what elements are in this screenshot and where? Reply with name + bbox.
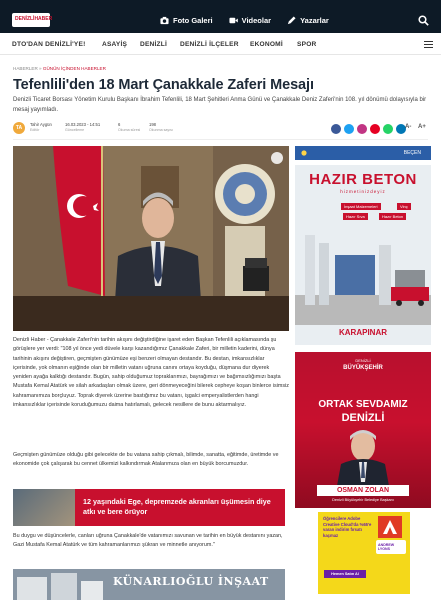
adobe-ad-text: Öğrencilere Adobe Creative Cloud'da %65'e varan indirim fırsatı kaçmaz [323, 516, 372, 538]
publish-date: 16.03.2023 - 14:51 [65, 122, 101, 127]
kunarlioglu-ad-text: KÜNARLIOĞLU İNŞAAT [113, 575, 269, 588]
nav-item-denizli[interactable]: DENİZLİ [140, 41, 168, 48]
hazir-beton-chip-1: İnşaat Malzemeleri [341, 203, 381, 210]
breadcrumb-haberler[interactable]: HABERLER [13, 66, 38, 71]
hamburger-menu-icon[interactable] [424, 41, 433, 48]
facebook-icon[interactable] [331, 124, 341, 134]
kunarlioglu-ad[interactable] [13, 569, 285, 600]
hazir-beton-title: HAZIR BETON [309, 171, 417, 188]
related-news-title: 12 yaşındaki Ege, depremzede akranları üşümesin diye atkı ve bere örüyor [83, 497, 271, 516]
buyuksehir-slogan-line-1: ORTAK SEVDAMIZ [318, 399, 408, 410]
mayor-role: Denizli Büyükşehir Belediye Başkanı [332, 498, 394, 502]
breadcrumb [13, 66, 106, 71]
publish-date-label: Güncelleme [65, 128, 85, 132]
pinterest-icon[interactable] [370, 124, 380, 134]
mayor-name: OSMAN ZOLAN [317, 485, 409, 496]
adobe-logo-icon [378, 516, 402, 538]
twitter-icon[interactable] [344, 124, 354, 134]
expand-photo-icon[interactable] [271, 152, 283, 164]
buyuksehir-city: DENİZLİ [355, 358, 371, 363]
views-value: 198 [149, 122, 156, 127]
article-summary: Denizli Ticaret Borsası Yönetim Kurulu Başkanı İbrahim Tefenlili, 18 Mart Şehitleri Anma Günü ve Çanakkale Deniz Zaferi'nin 108. yıl dönümü dolayısıyla bir mesaj yayımladı. [13, 97, 427, 113]
author-name[interactable]: Tahir Aygün [30, 122, 52, 127]
article-title: Tefenlili'den 18 Mart Çanakkale Zaferi Mesajı [13, 77, 314, 93]
read-time-info [118, 122, 140, 132]
sun-icon [300, 149, 308, 157]
pen-icon [287, 16, 296, 25]
date-info [65, 122, 100, 132]
camera-icon [160, 16, 169, 25]
share-buttons [331, 124, 406, 134]
top-links [160, 16, 329, 25]
site-logo[interactable] [12, 13, 53, 27]
adobe-ad[interactable] [318, 512, 410, 594]
adobe-ad-card-name: ANDREW LYONS [378, 543, 395, 552]
font-decrease-button[interactable]: A- [405, 124, 412, 130]
hazir-beton-chip-2: Vinç [397, 203, 411, 210]
buyuksehir-ad[interactable] [295, 352, 431, 508]
hazir-beton-ad[interactable] [295, 165, 431, 345]
main-nav [0, 33, 441, 55]
hazir-beton-subtitle: hizmetinizdeyiz [340, 189, 386, 194]
breadcrumb-category[interactable]: GÜNÜN İÇİNDEN HABERLER [42, 66, 106, 71]
views-label: Okunma sayısı [149, 128, 173, 132]
author-info [30, 122, 52, 132]
nav-item-spor[interactable]: SPOR [297, 41, 317, 48]
mayor-portrait [333, 424, 393, 486]
site-logo-text: DENİZLİHABER [15, 16, 53, 22]
photo-gallery-link[interactable] [160, 16, 213, 25]
top-bar [0, 0, 441, 33]
article-photo-illustration [13, 146, 289, 331]
read-time-label: Okuma süresi [118, 128, 141, 132]
nav-item-dto[interactable]: DTO'DAN DENİZLİ'YE! [12, 41, 86, 48]
article-paragraph-1: Denizli Haber - Çanakkale Zaferi'nin tarihin akışını değiştirdiğine işaret eden Başkan Tefenlili açıklamasında şu görüşlere yer verdi: "108 yıl önce yedi düvele karşı kazandığımız Çanakkale Zaferi, bir milletin kaderini, dünya tarihinin akışını değiştiren, geçmişten günümüze eşi benzeri olmayan destandır. Bu destan, imkansızlıklar içerisinde, yok olmanın eşiğinde olan bir milletin vatanı uğruna canını ortaya koyduğu, düşmana dur diyerek yeniden ayağa kalktığı destandır. Bugün, sahip olduğumuz toprakları​mızı, bayrağımızı ve bağımsızlığımızı başta Mustafa Kemal Atatürk ve silah arkadaşları olmak üzere, geri dönmeyeceğini bilerek cepheye koşan binlerce isimsiz kahramanımıza borçluyuz. Toprak diyerek üzerine bastığımız bu vatanı, işgalci emperyalistlerden hangi imkansızlıklar içerisinde koruduğumuzu daima hatırlamalı, gelecek nesillere de bunu aktarmalıyız. [13, 337, 289, 409]
karapinar-logo: KARAPINAR [339, 328, 387, 337]
divider [13, 139, 428, 140]
nav-item-denizli-ilceler[interactable]: DENİZLİ İLÇELER [180, 41, 239, 48]
nav-item-ekonomi[interactable]: EKONOMİ [250, 41, 283, 48]
authors-link[interactable] [287, 16, 329, 25]
author-avatar[interactable]: TA [13, 122, 25, 134]
font-increase-button[interactable]: A+ [418, 124, 426, 130]
related-news-thumbnail [13, 489, 75, 526]
related-news-card[interactable] [13, 489, 285, 526]
authors-label: Yazarlar [300, 16, 329, 25]
search-icon[interactable] [418, 15, 429, 26]
buyuksehir-brand: BÜYÜKŞEHİR [343, 365, 383, 371]
adobe-buy-button[interactable]: Hemen Satın Al [324, 570, 366, 578]
author-role: Editör [30, 128, 40, 132]
videos-link[interactable] [229, 16, 271, 25]
article-paragraph-2: Geçmişten günümüze olduğu gibi gelecekte de bu vatana sahip çıkmalı, bilimde, sanatta, eğitimde, üretimde ve ekonomide çok çalışarak bu cennet ülkemizi kalkındırmak Atalarımıza olan en büyük borcumuzdur. [13, 452, 279, 468]
photo-gallery-label: Foto Galeri [173, 16, 213, 25]
hazir-beton-chip-4: Hazır Beton [379, 213, 406, 220]
buyuksehir-slogan-line-2: DENİZLİ [341, 412, 385, 424]
views-info [149, 122, 173, 132]
videos-label: Videolar [241, 16, 272, 25]
hazir-beton-chip-3: Hazır Sıva [343, 213, 368, 220]
breadcrumb-separator: » [37, 66, 43, 71]
weather-city: BEÇEN [403, 150, 421, 156]
concrete-plant-illustration [295, 225, 431, 325]
instagram-icon[interactable] [357, 124, 367, 134]
whatsapp-icon[interactable] [383, 124, 393, 134]
article-paragraph-3: Bu duygu ve düşüncelerle, canları uğruna Çanakkale'de vatanımızı savunan ve tarihin en büyük destanını yazan, Gazi Mustafa Kemal Atatürk ve tüm kahramanlarımızı şükran ve minnetle anıyorum." [13, 533, 283, 549]
weather-widget[interactable] [295, 146, 431, 160]
nav-item-asayis[interactable]: ASAYİŞ [102, 41, 128, 48]
read-time-value: 6 [118, 122, 121, 127]
article-photo [13, 146, 289, 331]
video-icon [229, 16, 238, 25]
